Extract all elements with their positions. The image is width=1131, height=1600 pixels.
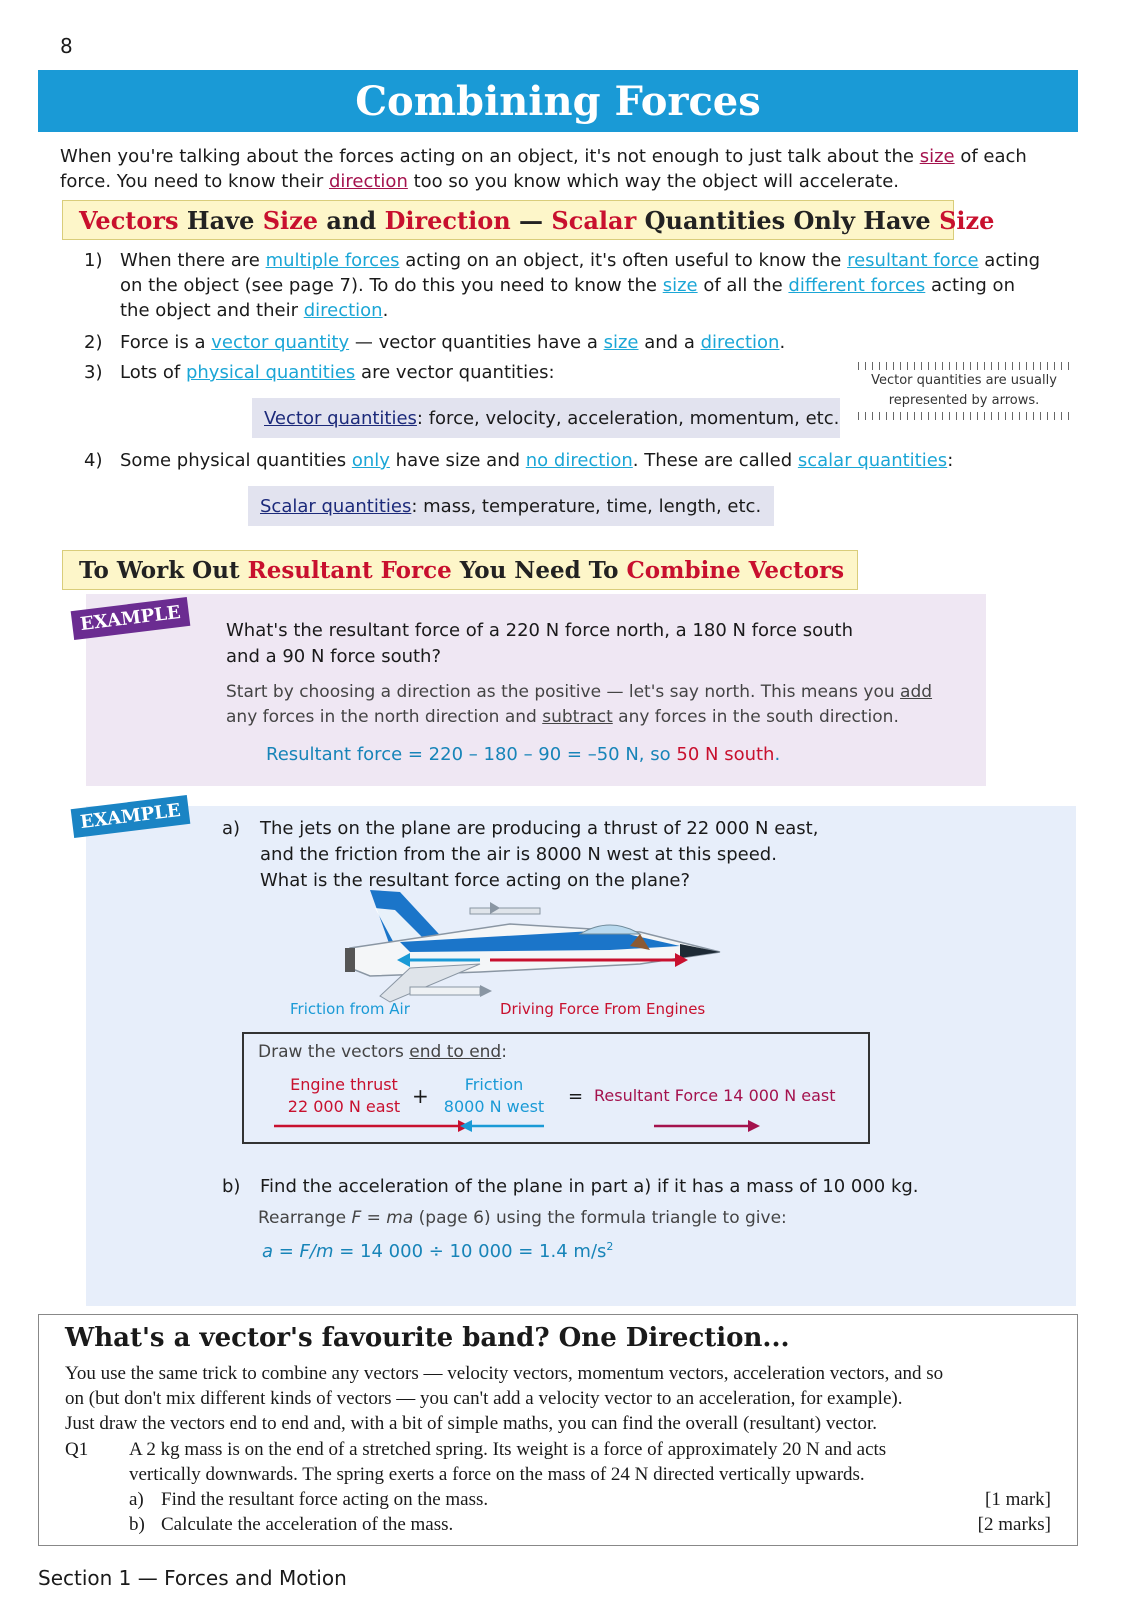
vector-diagram-box	[242, 1032, 870, 1144]
list-item: 1) When there are multiple forces acting on an object, it's often useful to know the resultant force acting on the object (see page 7). To do this you need to know the size of all the different forces acting on the object and their direction.	[84, 250, 1041, 321]
draw-instruction: Draw the vectors end to end:	[258, 1042, 507, 1062]
example2-question-b: Find the acceleration of the plane in part a) if it has a mass of 10 000 kg.	[260, 1176, 919, 1197]
scalar-quantities-box: Scalar quantities : mass, temperature, time, length, etc.	[248, 486, 774, 526]
page-number: 8	[60, 34, 73, 58]
summary-title: What's a vector's favourite band? One Direction...	[65, 1323, 790, 1353]
example1-question: What's the resultant force of a 220 N force north, a 180 N force south and a 90 N force south?	[226, 620, 853, 667]
heading-vectors-scalars: Vectors Have Size and Direction — Scalar Quantities Only Have Size	[62, 200, 954, 240]
example1-result: Resultant force = 220 – 180 – 90 = –50 N, so 50 N south.	[266, 744, 781, 765]
friction-vector-label: Friction 8000 N west	[443, 1075, 545, 1116]
summary-text: You use the same trick to combine any vectors — velocity vectors, momentum vectors, acceleration vectors, and so on (but don't mix different kinds of vectors — you can't add a velocity vector to an acceleration, for example). Just draw the vectors end to end and, with a bit of simple maths, you can find the overall (resultant) vector.	[65, 1363, 944, 1434]
friction-label: Friction from Air	[290, 1000, 410, 1018]
question-part-a: Find the resultant force acting on the mass.	[161, 1489, 489, 1510]
heading-resultant-force: To Work Out Resultant Force You Need To Combine Vectors	[62, 550, 858, 590]
question-part-b-label: b)	[129, 1514, 145, 1535]
example1-working: Start by choosing a direction as the positive — let's say north. This means you add any forces in the north direction and subtract any forces in the south direction.	[226, 682, 933, 727]
summary-box	[38, 1314, 1078, 1546]
rearrange-instruction: Rearrange F = ma (page 6) using the formula triangle to give:	[258, 1208, 787, 1228]
question-part-b: Calculate the acceleration of the mass.	[161, 1514, 454, 1535]
page-title: Combining Forces	[38, 70, 1078, 132]
section-footer: Section 1 — Forces and Motion	[38, 1566, 347, 1590]
engine-thrust-label: Engine thrust 22 000 N east	[287, 1075, 401, 1116]
example2-question-a: The jets on the plane are producing a thrust of 22 000 N east, and the friction from the air is 8000 N west at this speed. What is the resultant force acting on the plane?	[260, 818, 819, 891]
intro-paragraph: When you're talking about the forces acting on an object, it's not enough to just talk about the size of each force. You need to know their direction too so you know which way the object will accelerate.	[60, 146, 1027, 192]
marks-b: [2 marks]	[977, 1514, 1051, 1535]
resultant-force-label: Resultant Force 14 000 N east	[594, 1086, 836, 1105]
part-b-label: b)	[222, 1176, 241, 1197]
example-tag: EXAMPLE	[71, 795, 191, 838]
example-tag: EXAMPLE	[71, 597, 191, 640]
question-number: Q1	[65, 1439, 89, 1460]
list-item: 2) Force is a vector quantity — vector quantities have a size and a direction.	[84, 332, 786, 353]
marks-a: [1 mark]	[985, 1489, 1051, 1510]
part-a-label: a)	[222, 818, 241, 839]
side-note: Vector quantities are usually represented by arrows.	[858, 364, 1070, 418]
question-part-a-label: a)	[129, 1489, 144, 1510]
plus-sign: +	[412, 1084, 429, 1108]
vector-quantities-box: Vector quantities : force, velocity, acceleration, momentum, etc.	[252, 398, 840, 438]
list-item: 4) Some physical quantities only have size and no direction. These are called scalar quantities:	[84, 450, 954, 471]
term-size: size	[919, 146, 955, 167]
equals-sign: =	[568, 1086, 584, 1107]
term-direction: direction	[328, 171, 408, 192]
vector-arrows	[244, 1116, 868, 1136]
question-text: A 2 kg mass is on the end of a stretched spring. Its weight is a force of approximately 20 N and acts vertically downwards. The spring exerts a force on the mass of 24 N directed vertically upwards.	[129, 1439, 887, 1485]
acceleration-answer: a = F/m = 14 000 ÷ 10 000 = 1.4 $m/s^2$	[262, 1240, 614, 1262]
list-item: 3) Lots of physical quantities are vector quantities:	[84, 362, 555, 383]
driving-force-label: Driving Force From Engines	[500, 1000, 706, 1018]
